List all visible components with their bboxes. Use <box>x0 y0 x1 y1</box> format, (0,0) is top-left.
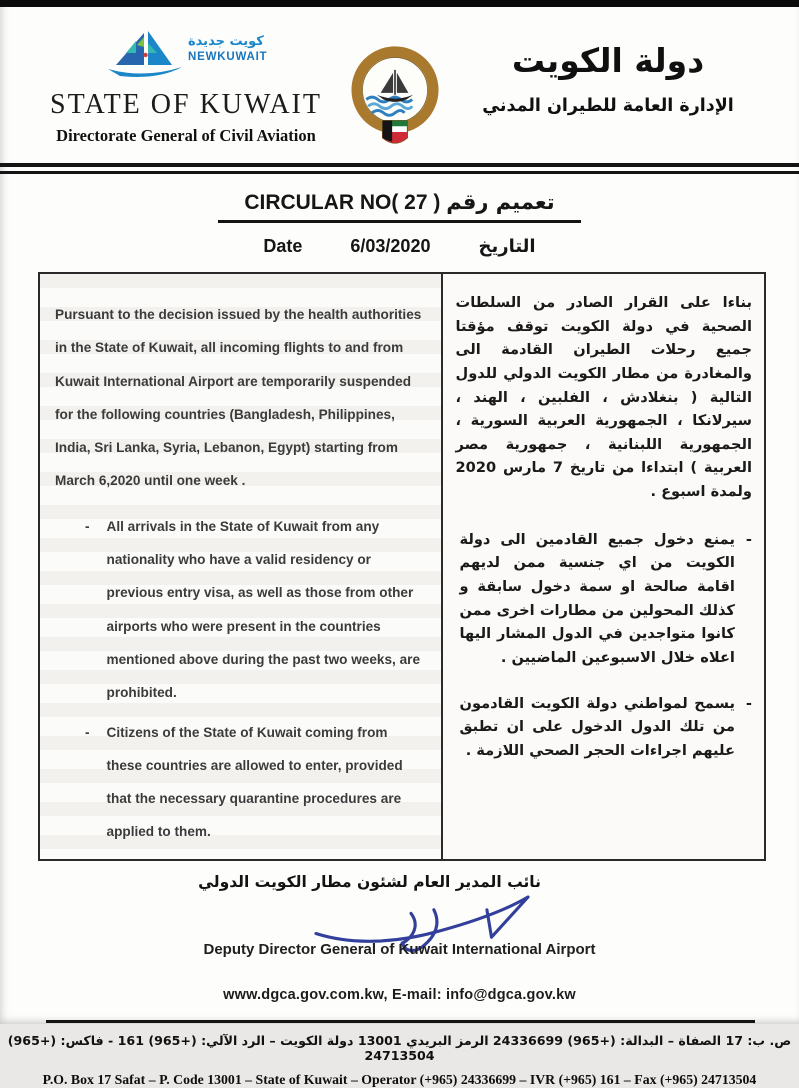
svg-text:NEWKUWAIT: NEWKUWAIT <box>188 51 268 63</box>
new-kuwait-logo-icon <box>102 27 270 87</box>
circular-body-table <box>38 272 766 861</box>
state-title-english: STATE OF KUWAIT <box>50 89 322 120</box>
svg-text:كويت جديدة: كويت جديدة <box>188 34 264 49</box>
footer-contact-english: P.O. Box 17 Safat – P. Code 13001 – State of Kuwait – Operator (+965) 24336699 – IVR (+965) 161 – Fax (+965) 24713504 <box>42 1071 757 1087</box>
header-english-block <box>26 27 346 146</box>
header-emblem-block <box>346 27 443 155</box>
website-email-line: www.dgca.gov.com.kw, E-mail: info@dgca.gov.kw <box>223 986 576 1003</box>
signatory-title-english: Deputy Director General of Kuwait International Airport <box>203 940 596 958</box>
footer-divider-rule <box>46 1020 755 1023</box>
header-divider-rule <box>0 163 799 174</box>
state-title-arabic: دولة الكويت <box>511 41 705 80</box>
english-bullet-2: - Citizens of the State of Kuwait coming from these countries are allowed to enter, provided that the necessary quarantine procedures are applied to them. <box>85 716 424 849</box>
directorate-title-english: Directorate General of Civil Aviation <box>56 126 316 145</box>
signature-block <box>0 873 799 967</box>
signatory-title-arabic: نائب المدير العام لشئون مطار الكويت الدولي <box>198 872 541 891</box>
arabic-bullet-2: - يسمح لمواطني دولة الكويت القادمون من تلك الدول الدخول على ان تطبق عليهم اجراءات الحجر الصحي اللازمة . <box>456 692 752 763</box>
date-label-arabic: التاريخ <box>478 236 536 257</box>
arabic-bullet-1: - يمنع دخول جميع القادمين الى دولة الكويت من اي جنسية ممن لديهم اقامة صالحة او سمة دخول سابقة و كذلك المحولين من مطارات اخرى ممن كانوا متواجدين في الدول المشار اليها اعلاه خلال الاسبوعين الماضيين . <box>456 528 752 670</box>
arabic-paragraph: بناءا على القرار الصادر من السلطات الصحية في دولة الكويت توقف مؤقتا جميع رحلات الطيران القادمة الى والمغادرة من مطار الكويت الدولي للدول التالية ( بنغلادش ، الفلبين ، الهند ، سيرلانكا ، الجمهورية العربية السورية ، الجمهورية اللبنانية ، جمهورية مصر العربية ) ابتداءا من تاريخ 7 مارس 2020 ولمدة اسبوع . <box>455 294 752 501</box>
directorate-title-arabic: الإدارة العامة للطيران المدني <box>482 96 734 116</box>
english-bullet-1: - All arrivals in the State of Kuwait from any nationality who have a valid residency or previous entry visa, as well as those from other airports who were present in the countries mentioned above during the past two weeks, are prohibited. <box>85 510 424 710</box>
date-value: 6/03/2020 <box>350 236 431 256</box>
circular-title <box>218 190 580 223</box>
kuwait-coat-of-arms-icon <box>347 45 443 155</box>
footer-contact-arabic: ص. ب: 17 الصفاة – البدالة: (+965) 24336699 الرمز البريدي 13001 دولة الكويت – الرد الآلي: (+965) 161 - فاكس: (+965) 24713504 <box>7 1032 792 1063</box>
date-label-english: Date <box>263 236 303 256</box>
scan-edge-bar <box>0 0 799 7</box>
circular-title-row <box>0 190 799 223</box>
circular-title-english: CIRCULAR NO( 27 ) <box>244 191 441 214</box>
date-row <box>0 236 799 257</box>
dash-bullet-icon: - <box>745 530 752 548</box>
dash-bullet-icon: - <box>745 694 752 712</box>
english-column <box>40 274 443 859</box>
english-bullet-list <box>55 510 424 849</box>
dash-bullet-icon: - <box>85 518 90 534</box>
arabic-bullet-list <box>456 528 752 763</box>
circular-title-arabic: تعميم رقم <box>446 190 555 214</box>
arabic-column <box>443 274 764 859</box>
english-paragraph: Pursuant to the decision issued by the health authorities in the State of Kuwait, all incoming flights to and from Kuwait International Airport are temporarily suspended for the following countries (Bangladesh, Philippines, India, Sri Lanka, Syria, Lebanon, Egypt) starting from March 6,2020 until one week . <box>55 307 422 489</box>
header-arabic-block <box>443 27 773 116</box>
document-header <box>0 7 799 161</box>
dash-bullet-icon: - <box>85 724 90 740</box>
